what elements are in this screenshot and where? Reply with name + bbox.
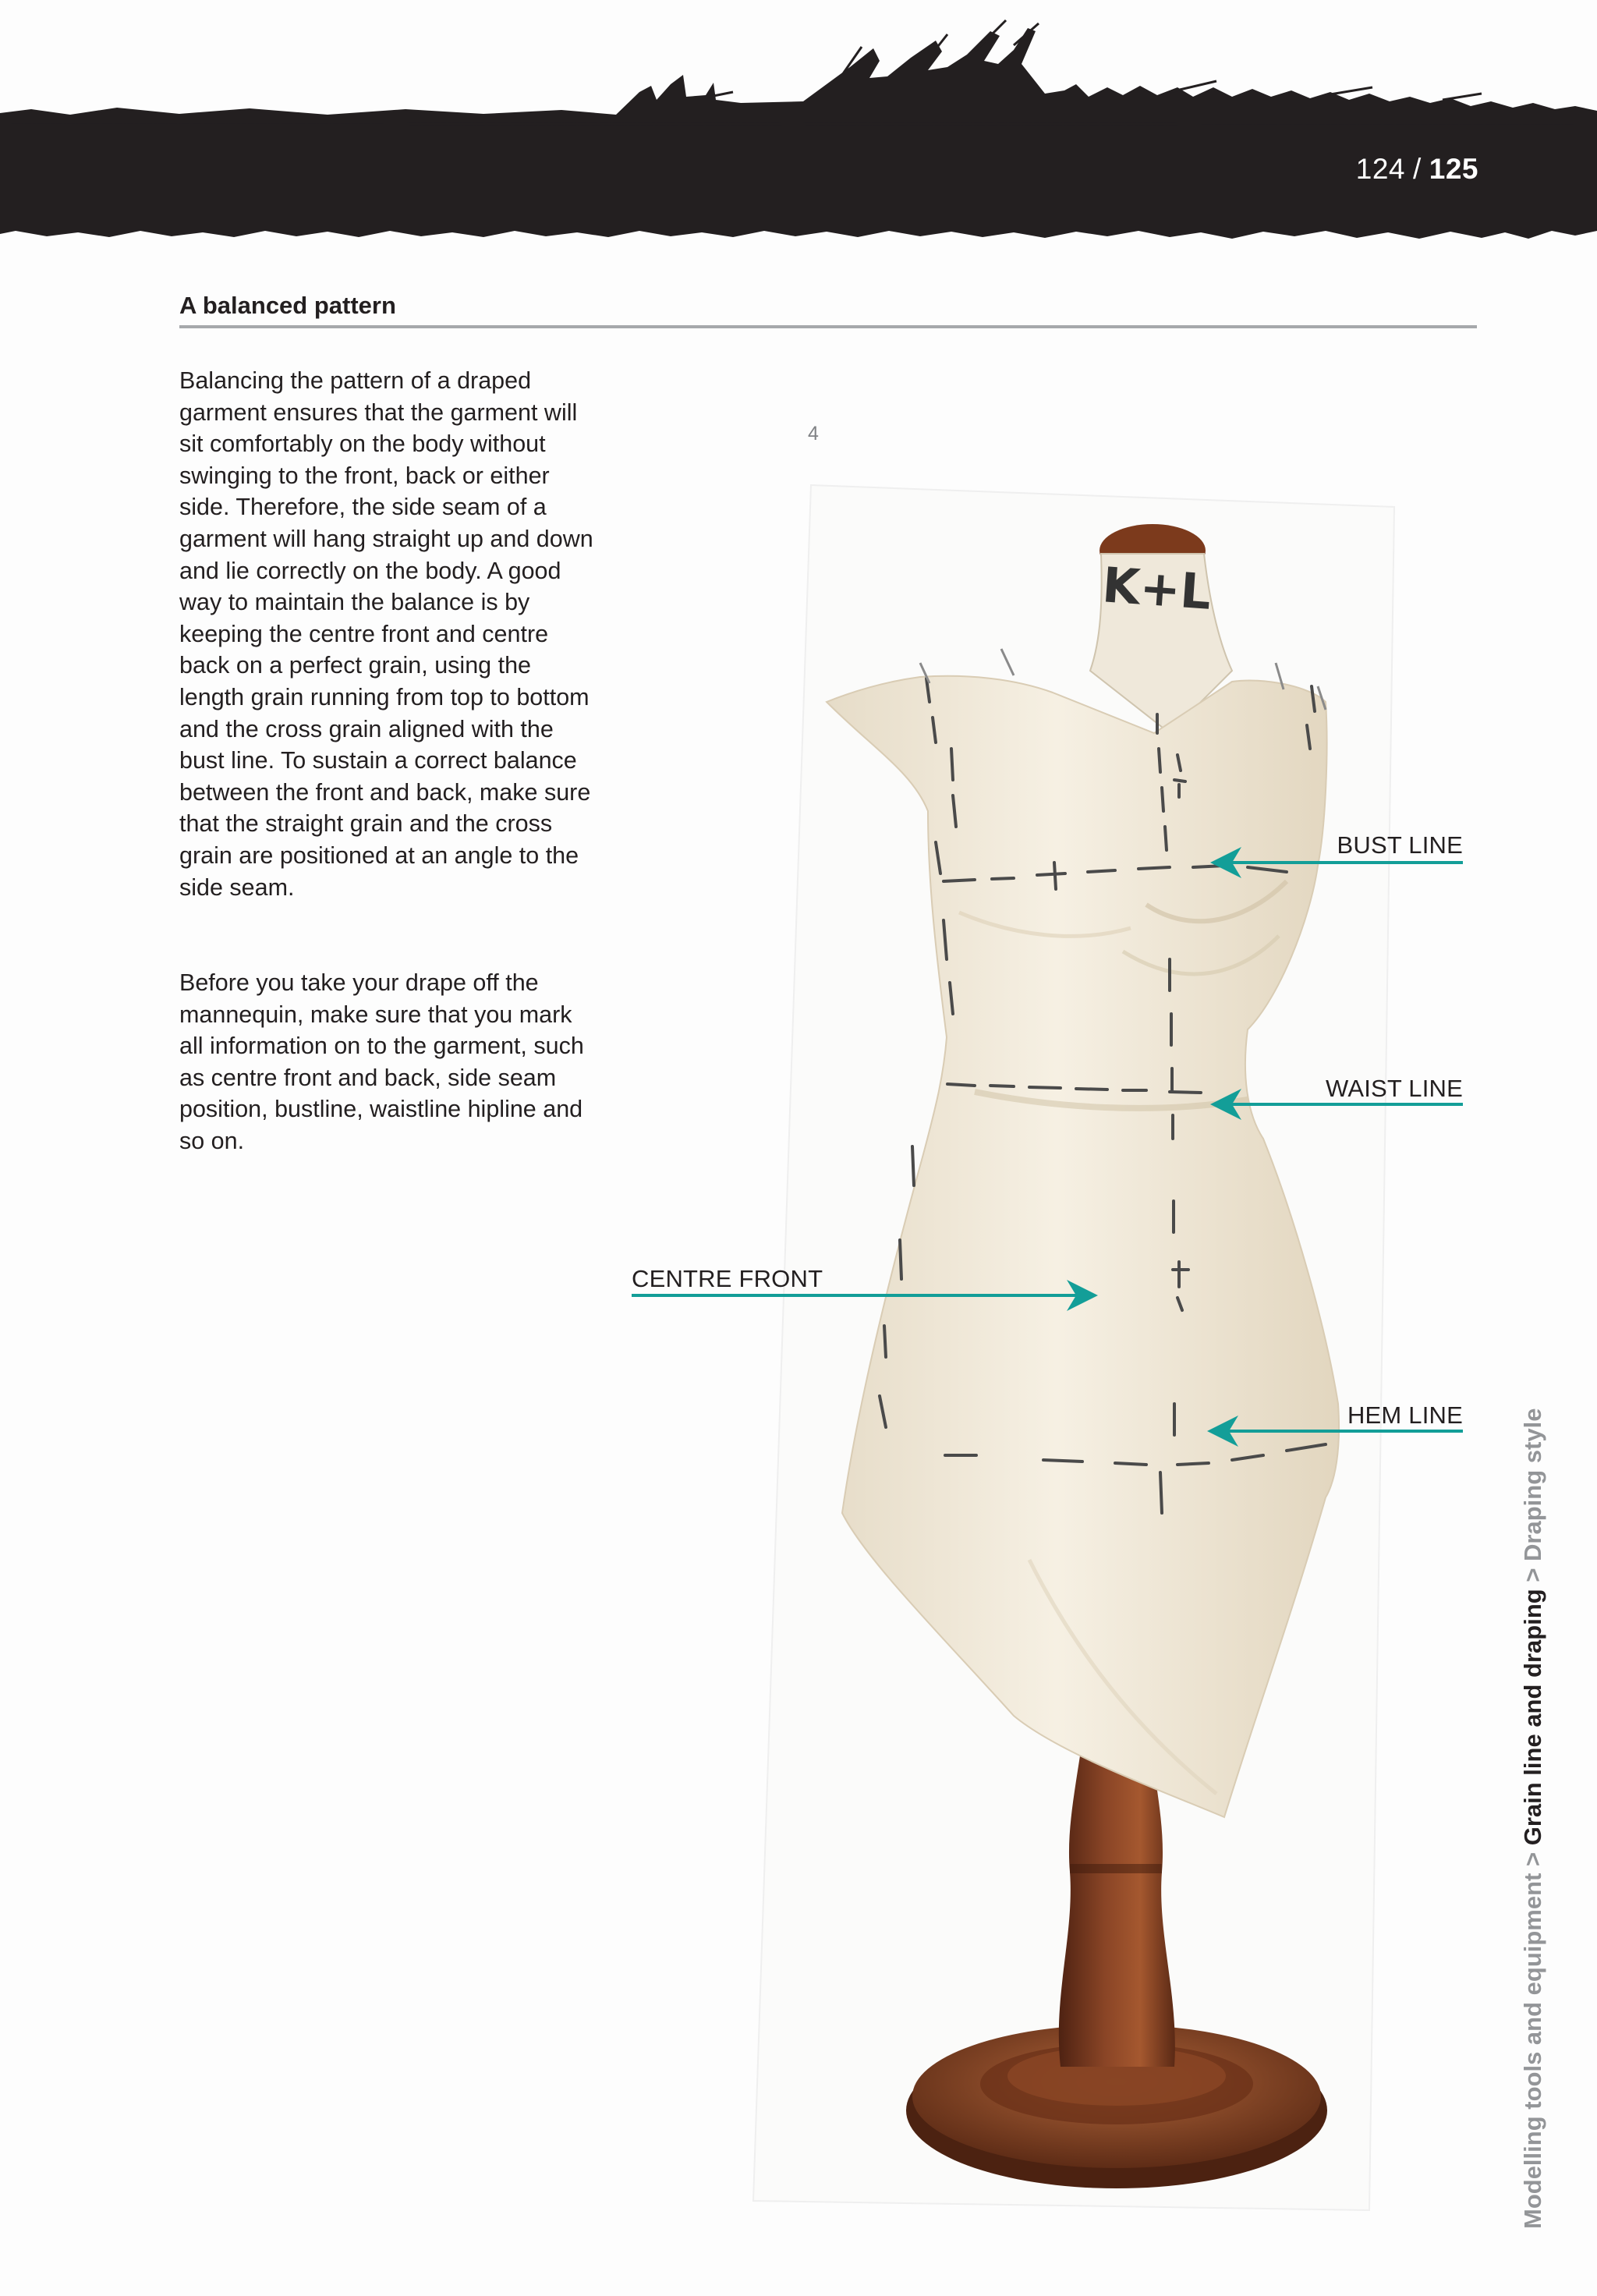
page-number-right: 125 bbox=[1429, 153, 1478, 185]
breadcrumb-separator-2: > bbox=[1519, 1561, 1546, 1589]
side-breadcrumb bbox=[1519, 1408, 1547, 2229]
callout-centre-front: CENTRE FRONT bbox=[632, 1265, 823, 1292]
breadcrumb-separator-1: > bbox=[1519, 1845, 1546, 1873]
breadcrumb-part-1: Modelling tools and equipment bbox=[1519, 1873, 1546, 2229]
callout-bust-line: BUST LINE bbox=[1337, 831, 1463, 859]
mannequin-logo: K+L bbox=[1100, 556, 1213, 621]
body-paragraph-1: Balancing the pattern of a draped garment ensures that the garment will sit comfortably on the body without swinging to the front, back or either side. Therefore, the side seam of a garment will hang straight up and down and lie correctly on the body. A good way to maintain the balance is by keeping the centre front and centre back on a perfect grain, using the length grain running from top to bottom and the cross grain aligned with the bust line. To sustain a correct balance between the front and back, make sure that the straight grain and the cross grain are positioned at an angle to the side seam. bbox=[179, 367, 593, 901]
breadcrumb-part-3: Draping style bbox=[1519, 1408, 1546, 1561]
page-number-left: 124 bbox=[1355, 153, 1405, 185]
section-title: A balanced pattern bbox=[179, 292, 396, 319]
breadcrumb-part-2: Grain line and draping bbox=[1519, 1589, 1546, 1846]
callout-hem-line: HEM LINE bbox=[1347, 1401, 1463, 1429]
callout-waist-line: WAIST LINE bbox=[1326, 1075, 1463, 1102]
figure-number: 4 bbox=[808, 423, 819, 445]
body-paragraph-2: Before you take your drape off the mannequin, make sure that you mark all information on to the garment, such as centre front and back, side seam position, bustline, waistline hipline and so on. bbox=[179, 969, 584, 1154]
page-number-separator: / bbox=[1412, 153, 1422, 185]
